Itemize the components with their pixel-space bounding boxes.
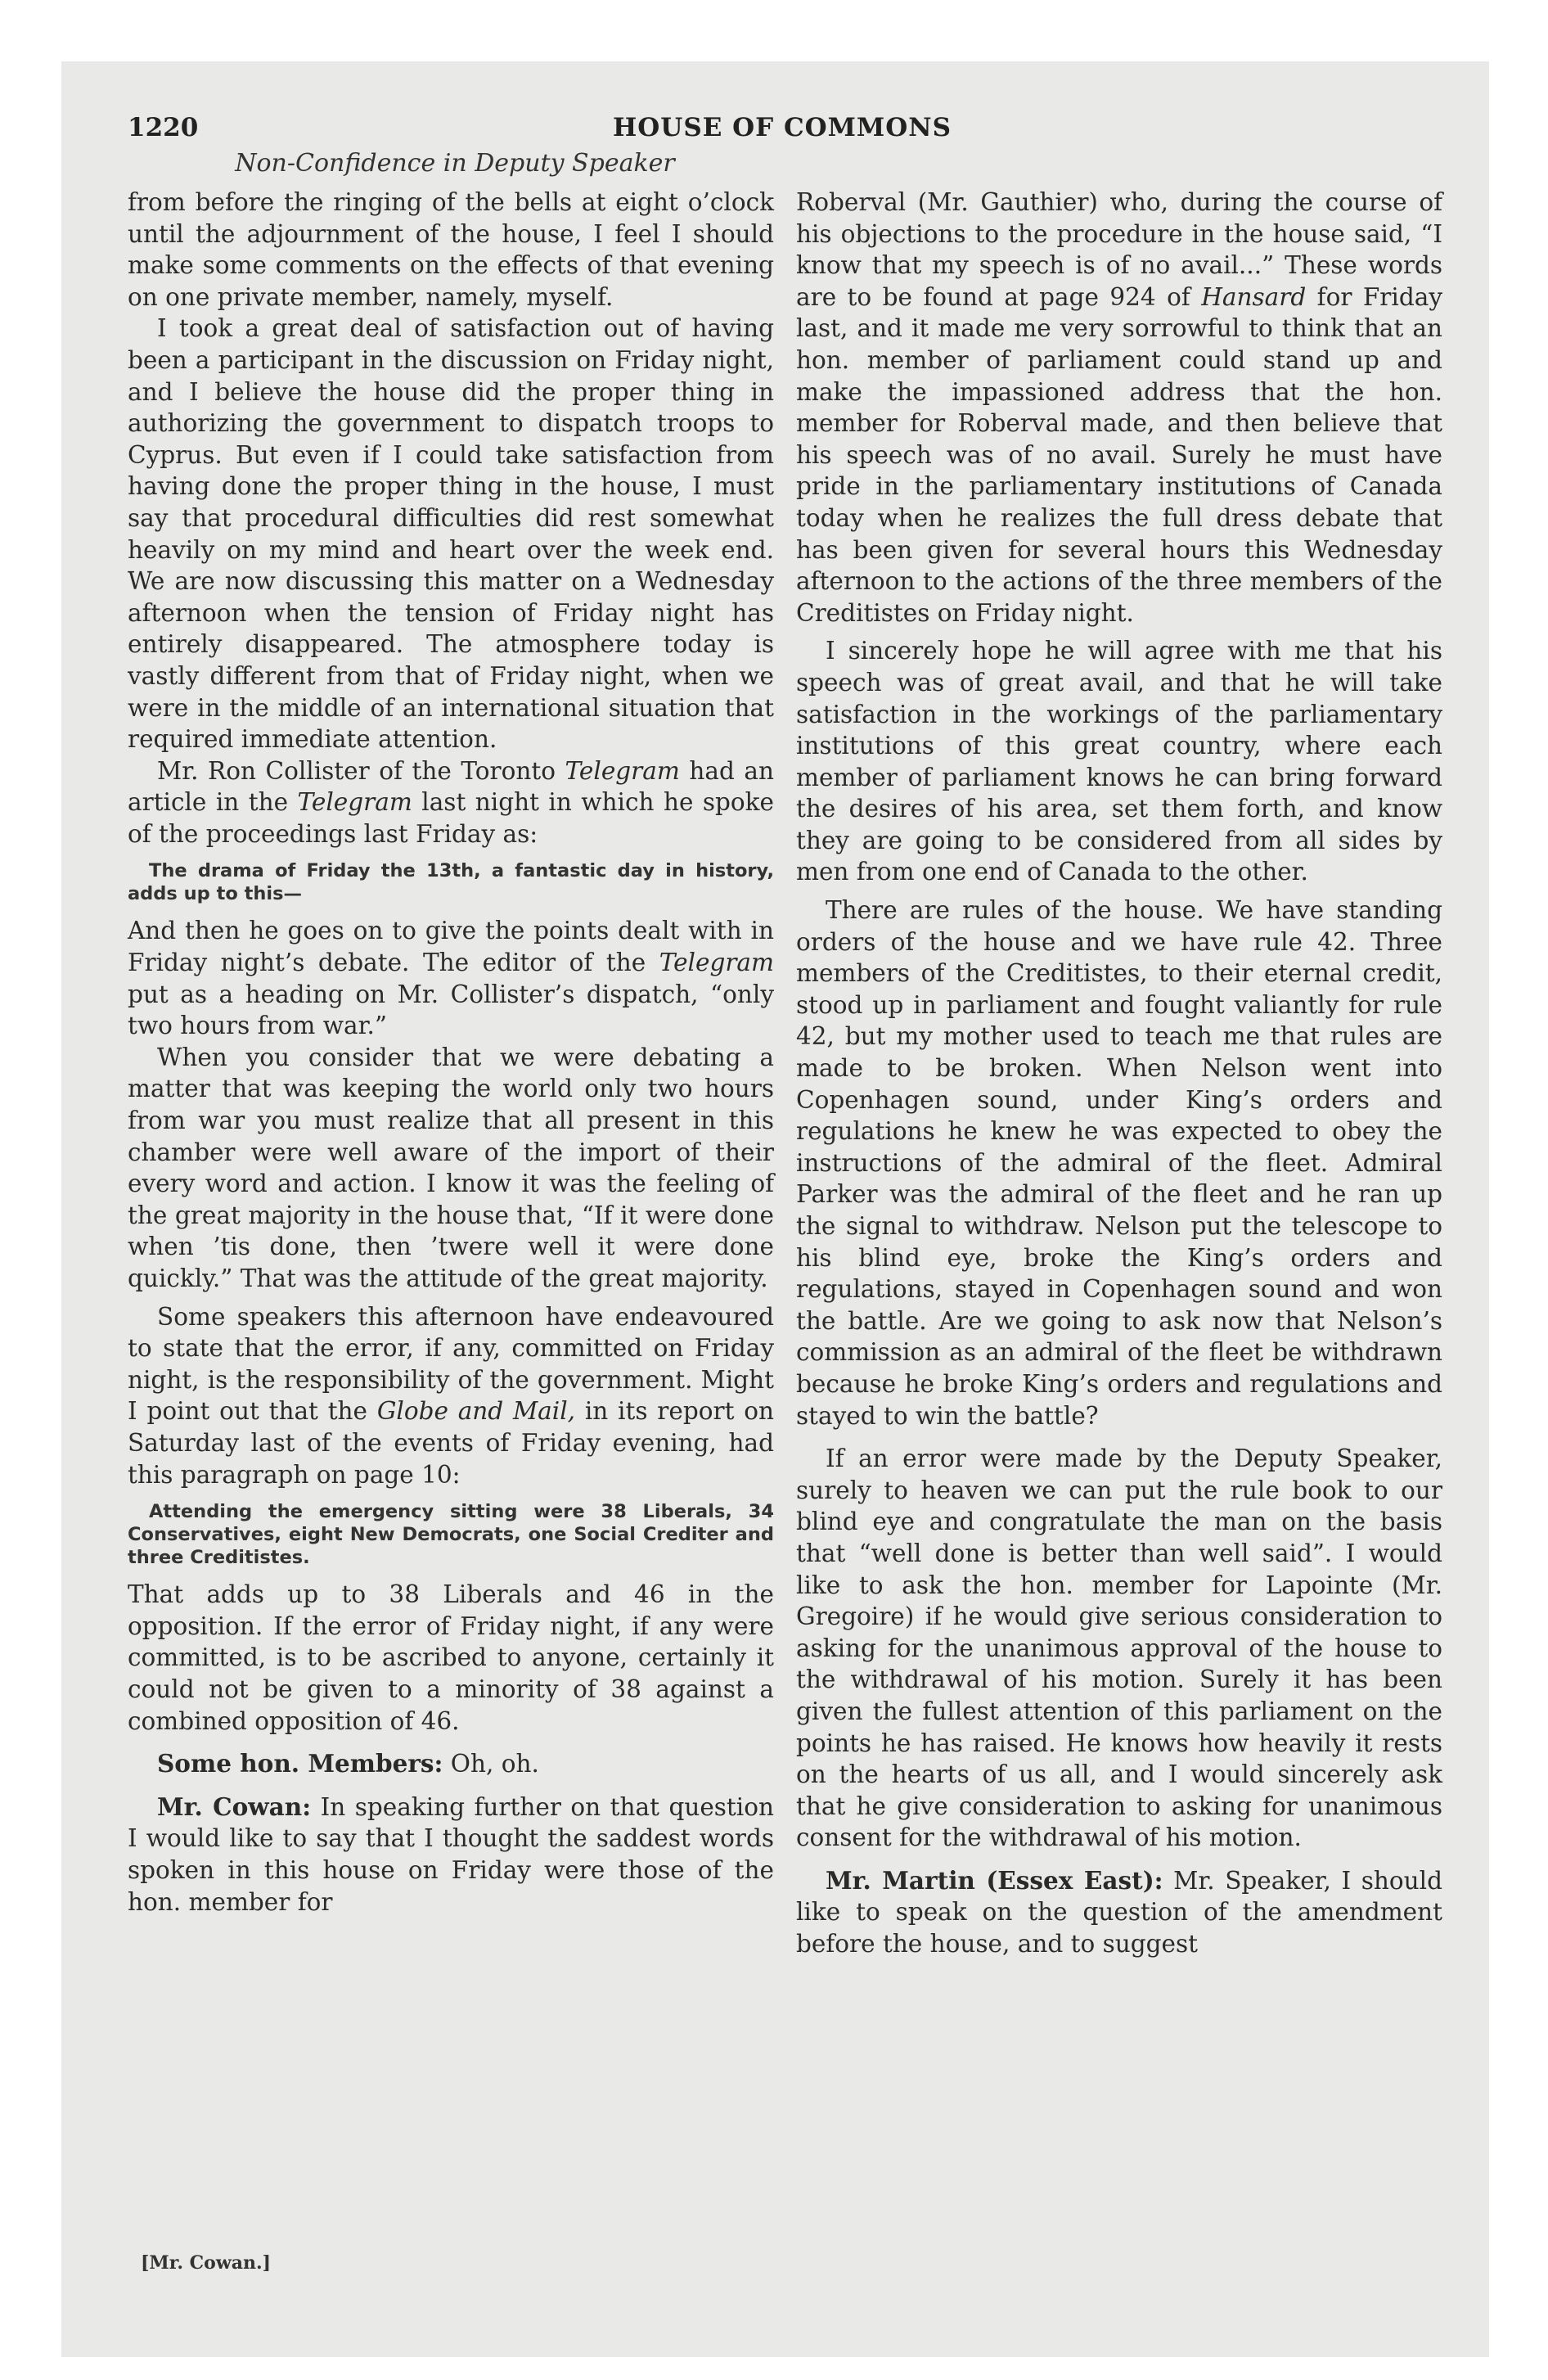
right-column xyxy=(796,187,1442,1960)
paragraph: I took a great deal of satisfaction out of having been a participant in the discussion on Friday night, and I believe the house did the proper thing in authorizing the government to dispatch troops to Cyprus. But even if I could take satisfaction from having done the proper thing in the house, I must say that procedural difficulties did rest somewhat heavily on my mind and heart over the week end. We are now discussing this matter on a Wednesday afternoon when the tension of Friday night has entirely disappeared. The atmosphere today is vastly different from that of Friday night, when we were in the middle of an international situation that required immediate attention. xyxy=(128,314,774,754)
paragraph: That adds up to 38 Liberals and 46 in the opposition. If the error of Friday night, if any were committed, is to be ascribed to anyone, certainly it could not be given to a minority of 38 against a combined opposition of 46. xyxy=(128,1580,774,1735)
paragraph: If an error were made by the Deputy Speaker, surely to heaven we can put the rule book to our blind eye and congratulate the man on the basis that “well done is better than well said”. I would like to ask the hon. member for Lapointe (Mr. Gregoire) if he would give serious consideration to asking for the unanimous approval of the house to the withdrawal of his motion. Surely it has been given the fullest attention of this parliament on the points he has raised. He knows how heavily it rests on the hearts of us all, and I would sincerely ask that he give consideration to asking for unanimous consent for the withdrawal of his motion. xyxy=(796,1445,1442,1852)
paragraph: And then he goes on to give the points dealt with in Friday night’s debate. The editor of the Telegram put as a heading on Mr. Collister’s dispatch, “only two hours from war.” xyxy=(128,917,774,1040)
speaker-name: Mr. Martin (Essex East): xyxy=(826,1865,1163,1895)
footer-note: [Mr. Cowan.] xyxy=(141,2252,272,2274)
speech-paragraph xyxy=(128,1748,774,1780)
paragraph: from before the ringing of the bells at eight o’clock until the adjournment of the house, I feel I should make some comments on the effects of that evening on one private member, namely, myself. xyxy=(128,188,774,311)
quoted-passage: Attending the emergency sitting were 38 Liberals, 34 Conservatives, eight New Democrats, one Social Crediter and three Creditistes. xyxy=(128,1501,774,1569)
page-number: 1220 xyxy=(128,113,199,142)
speech-paragraph xyxy=(128,1792,774,1918)
paragraph: Roberval (Mr. Gauthier) who, during the course of his objections to the procedure in the house said, “I know that my speech is of no avail...” These words are to be found at page 924 of Hansard for Friday last, and it made me very sorrowful to think that an hon. member of parliament could stand up and make the impassioned address that the hon. member for Roberval made, and then believe that his speech was of no avail. Surely he must have pride in the parliamentary institutions of Canada today when he realizes the full dress debate that has been given for several hours this Wednesday afternoon to the actions of the three members of the Creditistes on Friday night. xyxy=(796,188,1442,627)
speech-paragraph xyxy=(796,1865,1442,1960)
page-header xyxy=(128,113,1437,154)
journal-title: HOUSE OF COMMONS xyxy=(613,113,952,142)
paragraph: There are rules of the house. We have standing orders of the house and we have rule 42. Three members of the Creditistes, to their eternal credit, stood up in parliament and fought valiantly for rule 42, but my mother used to teach me that rules are made to be broken. When Nelson went into Copenhagen sound, under King’s orders and regulations he knew he was expected to obey the instructions of the admiral of the fleet. Admiral Parker was the admiral of the fleet and he ran up the signal to withdraw. Nelson put the telescope to his blind eye, broke the King’s orders and regulations, stayed in Copenhagen sound and won the battle. Are we going to ask now that Nelson’s commission as an admiral of the fleet be withdrawn because he broke King’s orders and regulations and stayed to win the battle? xyxy=(796,896,1442,1430)
speech-text: Mr. Speaker, I should like to speak on the question of the amendment before the house, and to suggest xyxy=(796,1866,1442,1959)
running-head: Non-Confidence in Deputy Speaker xyxy=(235,149,675,178)
left-column xyxy=(128,187,774,1918)
speaker-name: Some hon. Members: xyxy=(157,1749,443,1778)
paragraph: Mr. Ron Collister of the Toronto Telegram had an article in the Telegram last night in which he spoke of the proceedings last Friday as: xyxy=(128,756,775,848)
speech-text: In speaking further on that question I would like to say that I thought the saddest words spoken in this house on Friday were those of the hon. member for xyxy=(128,1792,774,1916)
paragraph: When you consider that we were debating a matter that was keeping the world only two hours from war you must realize that all present in this chamber were well aware of the import of their every word and action. I know it was the feeling of the great majority in the house that, “If it were done when ’tis done, then ’twere well it were done quickly.” That was the attitude of the great majority. xyxy=(128,1043,774,1292)
quoted-passage: The drama of Friday the 13th, a fantastic day in history, adds up to this— xyxy=(128,860,774,905)
speaker-name: Mr. Cowan: xyxy=(157,1792,312,1821)
paragraph: I sincerely hope he will agree with me that his speech was of great avail, and that he will take satisfaction in the workings of the parliamentary institutions of this great country, where each member of parliament knows he can bring forward the desires of his area, set them forth, and know they are going to be considered from all sides by men from one end of Canada to the other. xyxy=(796,637,1442,886)
paragraph: Some speakers this afternoon have endeavoured to state that the error, if any, committed on Friday night, is the responsibility of the government. Might I point out that the Globe and Mail, in its report on Saturday last of the events of Friday evening, had this paragraph on page 10: xyxy=(128,1302,775,1489)
speech-text: Oh, oh. xyxy=(443,1750,539,1778)
